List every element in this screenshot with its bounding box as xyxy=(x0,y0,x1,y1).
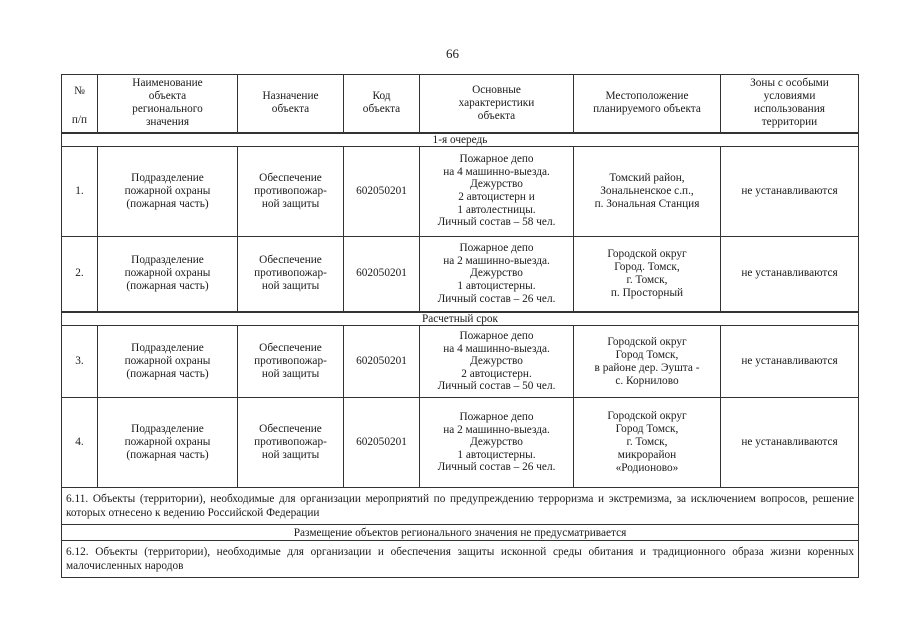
cell-line: на 2 машинно-выезда. xyxy=(443,423,550,436)
cell-line: Пожарное депо xyxy=(459,411,534,424)
object-purpose xyxy=(238,236,344,312)
table-row xyxy=(62,398,859,488)
cell-line: Обеспечение xyxy=(259,342,322,354)
cell-line: (пожарная часть) xyxy=(126,280,209,293)
cell-line: на 4 машинно-выезда. xyxy=(443,342,550,355)
cell-line: Подразделение xyxy=(131,423,204,435)
header-number-sign: № xyxy=(74,85,85,97)
stage-label-2: Расчетный срок xyxy=(62,312,859,326)
object-code: 602050201 xyxy=(344,236,420,312)
stage-row-2 xyxy=(62,312,859,326)
object-name xyxy=(98,236,238,312)
cell-line: ной защиты xyxy=(261,368,320,380)
cell-line: Томский район, xyxy=(609,171,685,184)
object-name xyxy=(98,146,238,236)
object-location xyxy=(574,146,721,236)
object-purpose xyxy=(238,146,344,236)
object-zones: не устанавливаются xyxy=(721,326,859,398)
cell-line: Подразделение xyxy=(131,254,204,267)
cell-line: на 4 машинно-выезда. xyxy=(443,165,550,178)
stage-row-1 xyxy=(62,133,859,147)
header-zones: Зоны с особыми условиями использования территории xyxy=(721,75,859,133)
cell-line: Подразделение xyxy=(131,342,204,354)
object-zones: не устанавливаются xyxy=(721,398,859,488)
object-location xyxy=(574,236,721,312)
cell-line: Обеспечение xyxy=(259,171,322,184)
object-zones: не устанавливаются xyxy=(721,236,859,312)
header-characteristics: Основные характеристики объекта xyxy=(420,75,574,133)
cell-line: ной защиты xyxy=(261,449,320,461)
cell-line: Подразделение xyxy=(131,171,204,184)
cell-line: Город. Томск, xyxy=(614,260,680,273)
cell-line: 1 автоцистерны. xyxy=(457,280,536,293)
cell-line: Городской округ xyxy=(607,247,687,260)
cell-line: пожарной охраны xyxy=(124,267,211,280)
cell-line: пожарной охраны xyxy=(124,355,211,367)
object-name xyxy=(98,398,238,488)
cell-line: противопожар- xyxy=(254,355,327,367)
cell-line: Дежурство xyxy=(470,267,523,280)
cell-line: Городской округ xyxy=(607,410,687,422)
cell-line: Город Томск, xyxy=(615,348,679,361)
header-number-pp: п/п xyxy=(71,114,88,126)
table-row xyxy=(62,146,859,236)
object-characteristics xyxy=(420,326,574,398)
cell-line: «Родионово» xyxy=(615,462,679,474)
cell-line: Личный состав – 58 чел. xyxy=(437,216,556,229)
section-611-text: 6.11. Объекты (территории), необходимые для организации мероприятий по предупреждению терроризма и экстремизма, за исключением вопросов, решение которых отнесено к ведению Российской Федерации xyxy=(62,488,859,525)
row-number: 2. xyxy=(62,236,98,312)
cell-line: г. Томск, xyxy=(626,273,668,286)
cell-line: Личный состав – 50 чел. xyxy=(437,380,556,393)
cell-line: противопожар- xyxy=(254,436,327,448)
row-number: 1. xyxy=(62,146,98,236)
object-characteristics xyxy=(420,236,574,312)
header-number xyxy=(62,75,98,133)
cell-line: Дежурство xyxy=(470,436,523,449)
cell-line: г. Томск, xyxy=(626,436,668,448)
header-code: Код объекта xyxy=(344,75,420,133)
object-zones: не устанавливаются xyxy=(721,146,859,236)
object-characteristics xyxy=(420,398,574,488)
cell-line: с. Корнилово xyxy=(615,374,679,387)
table-row xyxy=(62,236,859,312)
stage-label-1: 1-я очередь xyxy=(62,133,859,147)
header-location: Местоположение планируемого объекта xyxy=(574,75,721,133)
object-code: 602050201 xyxy=(344,398,420,488)
cell-line: Пожарное депо xyxy=(459,242,534,255)
row-number: 4. xyxy=(62,398,98,488)
section-612-text: 6.12. Объекты (территории), необходимые для организации и обеспечения защиты исконной среды обитания и традиционного образа жизни коренных малочисленных народов xyxy=(62,541,859,578)
cell-line: в районе дер. Эушта - xyxy=(594,361,700,374)
page-number: 66 xyxy=(446,46,459,61)
header-name: Наименование объекта регионального значения xyxy=(98,75,238,133)
section-611-note-row xyxy=(62,525,859,541)
object-location xyxy=(574,398,721,488)
cell-line: 1 автолестницы. xyxy=(457,203,536,216)
objects-table xyxy=(61,74,859,578)
header-purpose: Назначение объекта xyxy=(238,75,344,133)
cell-line: ной защиты xyxy=(261,280,320,293)
cell-line: 2 автоцистерн и xyxy=(458,191,535,203)
cell-line: (пожарная часть) xyxy=(126,197,209,210)
object-code: 602050201 xyxy=(344,326,420,398)
table-header-row xyxy=(62,75,859,133)
cell-line: Город Томск, xyxy=(615,423,679,435)
cell-line: Пожарное депо xyxy=(459,330,534,343)
cell-line: Городской округ xyxy=(607,335,687,348)
cell-line: Обеспечение xyxy=(259,254,322,267)
section-611-row xyxy=(62,488,859,525)
cell-line: Дежурство xyxy=(470,355,523,368)
cell-line: 2 автоцистерн. xyxy=(461,367,532,380)
cell-line: п. Зональная Станция xyxy=(594,197,700,210)
row-number: 3. xyxy=(62,326,98,398)
object-location xyxy=(574,326,721,398)
object-characteristics xyxy=(420,146,574,236)
cell-line: Личный состав – 26 чел. xyxy=(437,292,556,305)
cell-line: Личный состав – 26 чел. xyxy=(437,461,556,474)
object-purpose xyxy=(238,398,344,488)
cell-line: Зональненское с.п., xyxy=(600,184,694,197)
object-code: 602050201 xyxy=(344,146,420,236)
cell-line: (пожарная часть) xyxy=(126,368,209,380)
object-name xyxy=(98,326,238,398)
cell-line: на 2 машинно-выезда. xyxy=(443,254,550,267)
cell-line: пожарной охраны xyxy=(124,184,211,197)
cell-line: микрорайон xyxy=(617,449,677,461)
cell-line: 1 автоцистерны. xyxy=(457,448,536,461)
table-row xyxy=(62,326,859,398)
cell-line: противопожар- xyxy=(254,267,327,280)
cell-line: ной защиты xyxy=(261,197,320,210)
cell-line: Пожарное депо xyxy=(459,153,534,166)
cell-line: противопожар- xyxy=(254,184,327,197)
cell-line: Дежурство xyxy=(470,178,523,191)
cell-line: пожарной охраны xyxy=(124,436,211,448)
object-purpose xyxy=(238,326,344,398)
cell-line: Обеспечение xyxy=(259,423,322,435)
section-612-row xyxy=(62,541,859,578)
cell-line: п. Просторный xyxy=(610,286,684,299)
section-611-note: Размещение объектов регионального значения не предусматривается xyxy=(62,525,859,541)
cell-line: (пожарная часть) xyxy=(126,449,209,461)
